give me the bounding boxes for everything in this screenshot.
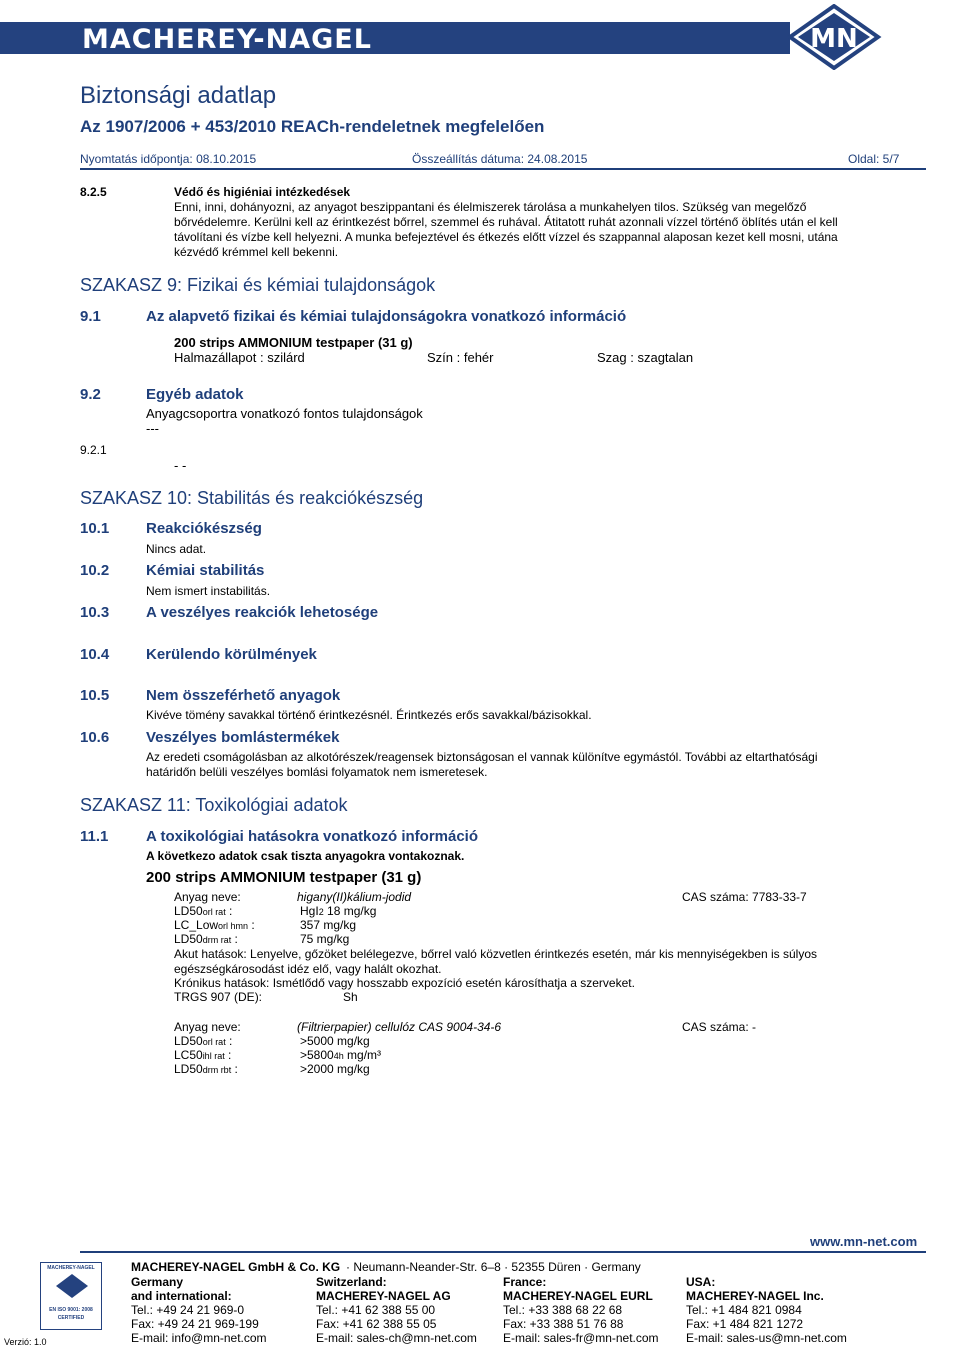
cert-line1: EN ISO 9001: 2008 [49, 1307, 93, 1313]
footer-col2-h2: MACHEREY-NAGEL AG [316, 1289, 451, 1303]
s825-line2: bőrvédelemre. Kerülni kell az érintkezést bőrrel, szemmel és ruhával. Átitatott ruhát azonnali vízzel történő öblítés után el kell [174, 215, 838, 229]
compile-date: Összeállítás dátuma: 24.08.2015 [412, 152, 588, 166]
s105-num: 10.5 [80, 687, 110, 704]
footer-col3-mail[interactable]: E-mail: sales-fr@mn-net.com [503, 1331, 659, 1345]
footer-address: · Neumann-Neander-Str. 6–8 · 52355 Düren · Germany [346, 1260, 641, 1274]
s825-line3: távolítani és vízbe kell helyezni. A munka befejeztével és étkezés előtt vízzel és szappannal alaposan kezet kell mosni, utána [174, 230, 838, 244]
sub1-chronic: Krónikus hatások: Ismétlődő vagy hosszabb expozíció esetén károsíthatja a szerveket. [174, 976, 635, 990]
print-date: Nyomtatás időpontja: 08.10.2015 [80, 152, 257, 166]
footer-col4-tel: Tel.: +1 484 821 0984 [686, 1303, 802, 1317]
s92-dash: --- [146, 421, 159, 436]
page-number: Oldal: 5/7 [848, 152, 900, 166]
s101-text: Nincs adat. [146, 542, 207, 556]
s111-num: 11.1 [80, 828, 109, 845]
sub1-acute-line1: Akut hatások: Lenyelve, gőzöket belélegezve, bőrrel való közvetlen érintkezés esetén, már kis mennyiségekben is súlyos [174, 947, 818, 961]
sub1-row1-label: LD50orl rat : [174, 904, 233, 918]
s92-text: Anyagcsoportra vonatkozó fontos tulajdonságok [146, 406, 423, 421]
sub1-cas: CAS száma: 7783-33-7 [682, 890, 807, 904]
footer-col3-tel: Tel.: +33 388 68 22 68 [503, 1303, 623, 1317]
header-rule [80, 168, 926, 170]
s91-odor: Szag : szagtalan [597, 350, 694, 365]
cert-mn-icon [55, 1273, 89, 1299]
sub1-row3-label: LD50drm rat : [174, 932, 238, 946]
s91-color: Szín : fehér [427, 350, 494, 365]
sub2-row3-value: >2000 mg/kg [300, 1062, 370, 1076]
s111-title: A toxikológiai hatásokra vonatkozó információ [146, 828, 479, 845]
s825-line4: kézvédő krémmel kell bekenni. [174, 245, 339, 259]
sub2-row3-label: LD50drm rbt : [174, 1062, 238, 1076]
sub1-name-label: Anyag neve: [174, 890, 241, 904]
sub2-row2-value: >58004h mg/m³ [300, 1048, 382, 1062]
sub2-name-value: (Filtrierpapier) cellulóz CAS 9004-34-6 [297, 1020, 502, 1034]
s91-state: Halmazállapot : szilárd [174, 350, 305, 365]
sub2-row2-label: LC50ihl rat : [174, 1048, 232, 1062]
s102-title: Kémiai stabilitás [146, 562, 265, 579]
section-9-title: SZAKASZ 9: Fizikai és kémiai tulajdonságok [80, 275, 436, 295]
s101-num: 10.1 [80, 520, 110, 537]
footer-rule [80, 1251, 926, 1253]
s105-text: Kivéve tömény savakkal történő érintkezésnél. Érintkezés erős savakkal/bázisokkal. [146, 708, 592, 722]
s825-line1: Enni, inni, dohányozni, az anyagot beszippantani és élelmiszerek tárolása a munkahelyen tilos. Szükség van megelőző [174, 200, 807, 214]
sub1-trgs-label: TRGS 907 (DE): [174, 990, 263, 1004]
s91-num: 9.1 [80, 308, 101, 325]
document-subtitle: Az 1907/2006 + 453/2010 REACh-rendeletnek megfelelően [80, 117, 545, 136]
brand-name: MACHEREY-NAGEL [82, 24, 372, 55]
sub2-name-label: Anyag neve: [174, 1020, 241, 1034]
sub2-row1-label: LD50orl rat : [174, 1034, 233, 1048]
s104-title: Kerülendo körülmények [146, 646, 317, 663]
mn-logo [786, 4, 882, 70]
iso-cert-badge [40, 1262, 102, 1330]
footer-col1-mail[interactable]: E-mail: info@mn-net.com [131, 1331, 267, 1345]
s825-heading: Védő és higiéniai intézkedések [174, 185, 351, 199]
cert-brand: MACHEREY-NAGEL [47, 1265, 95, 1271]
version-label: Verzió: 1.0 [4, 1337, 47, 1347]
footer-col1-h2: and international: [131, 1289, 232, 1303]
footer-col2-mail[interactable]: E-mail: sales-ch@mn-net.com [316, 1331, 477, 1345]
sub1-name-value: higany(II)kálium-jodid [297, 890, 412, 904]
footer-col3-fax: Fax: +33 388 51 76 88 [503, 1317, 624, 1331]
footer-col4-fax: Fax: +1 484 821 1272 [686, 1317, 804, 1331]
footer-url[interactable]: www.mn-net.com [810, 1234, 918, 1249]
sub1-row2-value: 357 mg/kg [300, 918, 357, 932]
s92-num: 9.2 [80, 386, 101, 403]
s101-title: Reakciókészség [146, 520, 262, 537]
s102-text: Nem ismert instabilitás. [146, 584, 271, 598]
s111-note: A következo adatok csak tiszta anyagokra vontakoznak. [146, 849, 465, 863]
sub1-acute-line2: egészségkárosodást idéz elő, vagy halált okozhat. [174, 962, 442, 976]
s106-line2: határidőn belüli veszélyes bomlási folyamatok nem ismeretesek. [146, 765, 488, 779]
footer-company: MACHEREY-NAGEL GmbH & Co. KG [131, 1260, 341, 1274]
s103-num: 10.3 [80, 604, 110, 621]
footer-col4-mail[interactable]: E-mail: sales-us@mn-net.com [686, 1331, 847, 1345]
sub1-row2-label: LC_Loworl hmn : [174, 918, 255, 932]
s105-title: Nem összeférhető anyagok [146, 687, 341, 704]
s921-dash: - - [174, 458, 187, 473]
sub2-row1-value: >5000 mg/kg [300, 1034, 370, 1048]
s102-num: 10.2 [80, 562, 110, 579]
sub1-row1-value: HgI2 18 mg/kg [300, 904, 377, 918]
s92-title: Egyéb adatok [146, 386, 244, 403]
cert-line2: CERTIFIED [57, 1315, 85, 1321]
footer-col2-h1: Switzerland: [316, 1275, 387, 1289]
s91-product: 200 strips AMMONIUM testpaper (31 g) [174, 335, 413, 350]
s111-product: 200 strips AMMONIUM testpaper (31 g) [146, 869, 422, 886]
svg-text:MN: MN [810, 24, 858, 54]
document-title: Biztonsági adatlap [80, 82, 277, 109]
footer-col3-h2: MACHEREY-NAGEL EURL [503, 1289, 653, 1303]
footer-col2-tel: Tel.: +41 62 388 55 00 [316, 1303, 436, 1317]
s106-num: 10.6 [80, 729, 110, 746]
footer-col1-h1: Germany [131, 1275, 184, 1289]
sub1-trgs-value: Sh [343, 990, 358, 1004]
footer-col1-tel: Tel.: +49 24 21 969-0 [131, 1303, 245, 1317]
footer-col4-h1: USA: [686, 1275, 716, 1289]
sub1-row3-value: 75 mg/kg [300, 932, 350, 946]
s106-title: Veszélyes bomlástermékek [146, 729, 340, 746]
s103-title: A veszélyes reakciók lehetosége [146, 604, 379, 621]
s921-num: 9.2.1 [80, 443, 107, 457]
footer-col1-fax: Fax: +49 24 21 969-199 [131, 1317, 259, 1331]
s91-title: Az alapvető fizikai és kémiai tulajdonságokra vonatkozó információ [146, 308, 627, 325]
section-11-title: SZAKASZ 11: Toxikológiai adatok [80, 795, 348, 815]
section-10-title: SZAKASZ 10: Stabilitás és reakciókészség [80, 488, 424, 508]
footer-col4-h2: MACHEREY-NAGEL Inc. [686, 1289, 824, 1303]
footer-col2-fax: Fax: +41 62 388 55 05 [316, 1317, 437, 1331]
s106-line1: Az eredeti csomágolásban az alkotórészek/reagensek biztonságosan el vannak különítve egymástól. További az eltarthatósági [146, 750, 818, 764]
sub2-cas: CAS száma: - [682, 1020, 757, 1034]
footer-col3-h1: France: [503, 1275, 547, 1289]
s825-num: 8.2.5 [80, 185, 107, 199]
s104-num: 10.4 [80, 646, 110, 663]
